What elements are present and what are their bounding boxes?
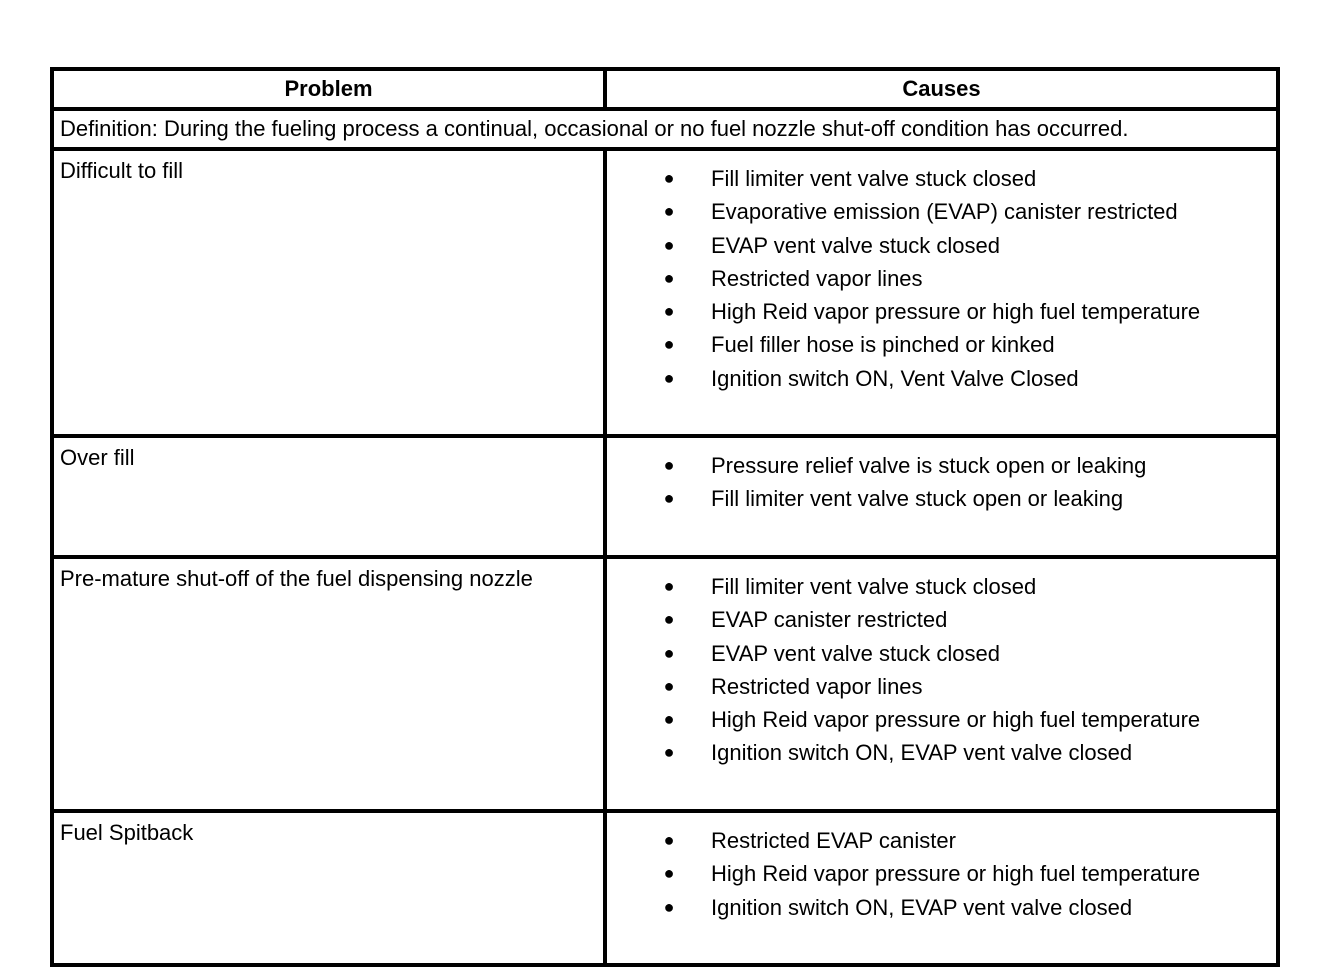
bullet-icon: ● [663,576,675,596]
definition-row [52,109,1278,149]
definition-text: Definition: During the fueling process a continual, occasional or no fuel nozzle shut-off condition has occurred. [52,109,1278,149]
cause-text: Fill limiter vent valve stuck closed [711,166,1037,191]
problem-cell: Pre-mature shut-off of the fuel dispensing nozzle [52,557,605,811]
cause-item [607,229,1276,262]
cause-item [607,824,1276,857]
header-causes: Causes [605,69,1278,109]
cause-text: Fill limiter vent valve stuck closed [711,574,1037,599]
bullet-icon: ● [663,488,675,509]
bullet-icon: ● [663,830,675,850]
bullet-icon: ● [663,334,675,355]
cause-text: Ignition switch ON, EVAP vent valve closed [711,740,1133,766]
bullet-icon: ● [663,609,675,630]
cause-text: Restricted vapor lines [711,673,923,699]
cause-item [607,482,1276,515]
bullet-icon: ● [663,367,675,388]
problem-cell: Over fill [52,436,605,557]
bullet-icon: ● [663,267,675,288]
cause-item [607,328,1276,361]
causes-list [607,813,1276,924]
cause-text: High Reid vapor pressure or high fuel temperature [711,707,1201,733]
cause-text: High Reid vapor pressure or high fuel temperature [711,299,1201,325]
cause-text: High Reid vapor pressure or high fuel temperature [711,861,1201,887]
cause-text: Fill limiter vent valve stuck open or leaking [711,486,1124,512]
cause-text: Evaporative emission (EVAP) canister restricted [711,199,1178,225]
cause-text: EVAP vent valve stuck closed [711,232,1000,258]
cause-item [607,262,1276,295]
causes-cell [605,149,1278,436]
causes-cell [605,557,1278,811]
problem-cell: Fuel Spitback [52,811,605,965]
cause-item [607,570,1276,603]
cause-item [607,295,1276,328]
table-row [52,149,1278,436]
bullet-icon: ● [663,675,675,696]
bullet-icon: ● [663,709,675,730]
bullet-icon: ● [663,301,675,322]
bullet-icon: ● [663,863,675,884]
cause-item [607,891,1276,924]
cause-item [607,603,1276,636]
causes-list [607,151,1276,395]
table-row [52,436,1278,557]
diagnostic-table [50,67,1280,967]
cause-item [607,362,1276,395]
table-row [52,811,1278,965]
cause-item [607,637,1276,670]
causes-list [607,438,1276,516]
bullet-icon: ● [663,201,675,222]
problem-cell: Difficult to fill [52,149,605,436]
bullet-icon: ● [663,168,675,188]
cause-text: EVAP canister restricted [711,607,948,633]
cause-item [607,703,1276,736]
cause-text: EVAP vent valve stuck closed [711,640,1000,666]
cause-text: Restricted vapor lines [711,265,923,291]
header-row [52,69,1278,109]
bullet-icon: ● [663,642,675,663]
causes-cell [605,436,1278,557]
cause-text: Fuel filler hose is pinched or kinked [711,332,1055,358]
cause-item [607,195,1276,228]
bullet-icon: ● [663,234,675,255]
cause-item [607,162,1276,195]
table-row [52,557,1278,811]
cause-item [607,670,1276,703]
cause-item [607,736,1276,769]
cause-text: Restricted EVAP canister [711,828,956,853]
causes-list [607,559,1276,770]
bullet-icon: ● [663,742,675,763]
cause-text: Ignition switch ON, Vent Valve Closed [711,365,1079,391]
cause-text: Pressure relief valve is stuck open or leaking [711,453,1147,478]
bullet-icon: ● [663,896,675,917]
causes-cell [605,811,1278,965]
bullet-icon: ● [663,455,675,475]
cause-item [607,857,1276,890]
header-problem: Problem [52,69,605,109]
cause-item [607,449,1276,482]
cause-text: Ignition switch ON, EVAP vent valve closed [711,894,1133,920]
